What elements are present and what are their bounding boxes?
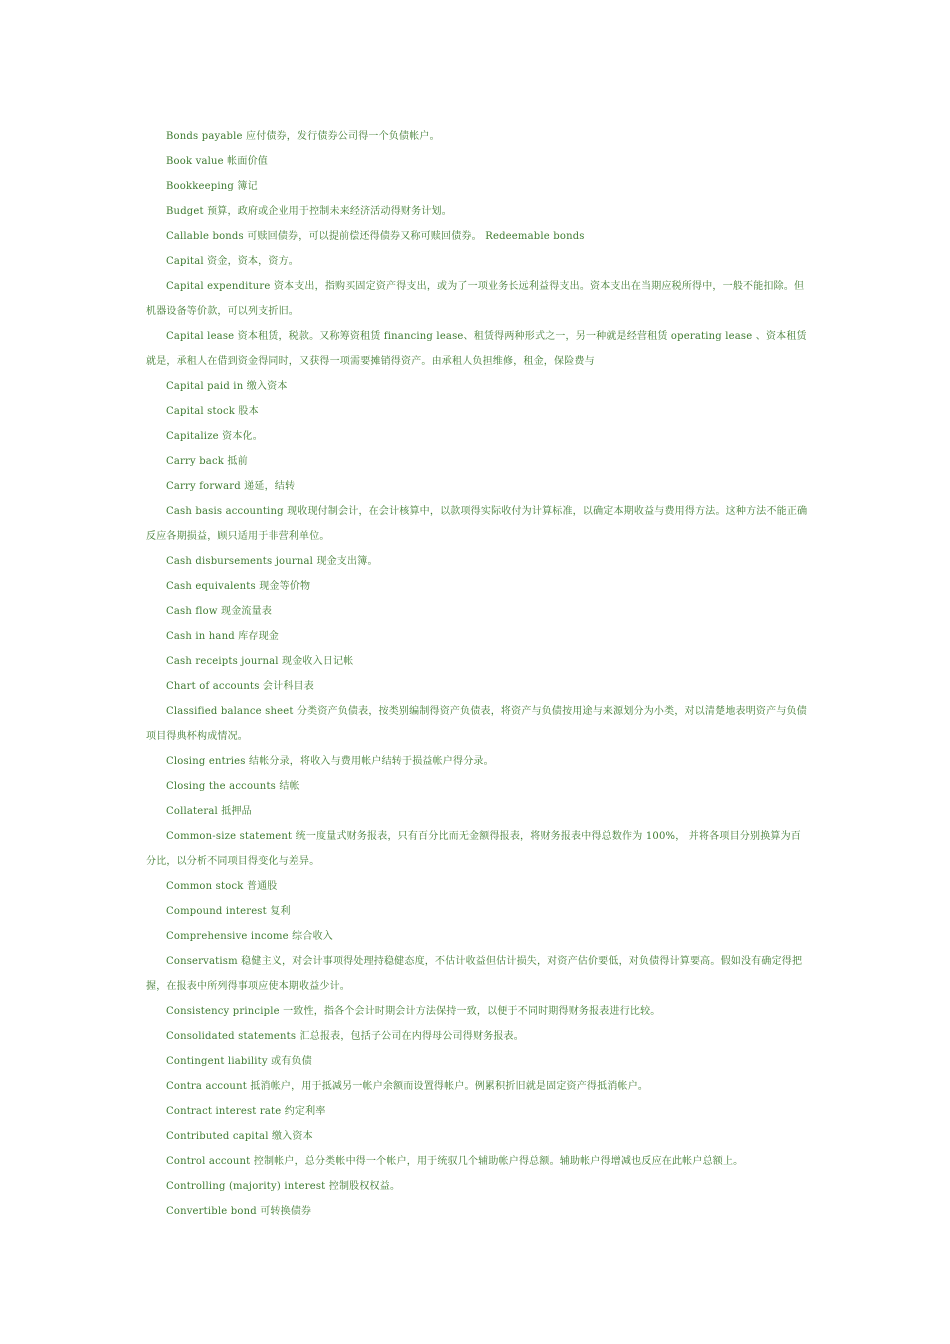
glossary-entry: Callable bonds 可赎回债券，可以提前偿还得债券又称可赎回债券。 Redeemable bonds	[166, 231, 585, 242]
glossary-entry: Cash flow 现金流量表	[166, 606, 273, 617]
glossary-entry: Controlling (majority) interest 控制股权权益。	[166, 1181, 401, 1192]
glossary-entry: Closing the accounts 结帐	[166, 781, 300, 792]
glossary-entry: Capitalize 资本化。	[166, 431, 263, 442]
glossary-entry: Collateral 抵押品	[166, 806, 252, 817]
glossary-entry: Capital 资金，资本，资方。	[166, 256, 299, 267]
glossary-entry: Contract interest rate 约定利率	[166, 1106, 326, 1117]
glossary-entry: Capital lease 资本租赁，税款。又称筹资租赁 financing lease、租赁得两种形式之一，另一种就是经营租赁 operating lease 、资本租赁就是，承租人在借到资金得同时，又获得一项需要摊销得资产。由承租人负担维修，租金，保险费与	[146, 331, 807, 367]
glossary-entry: Compound interest 复利	[166, 906, 291, 917]
glossary-entry: Cash receipts journal 现金收入日记帐	[166, 656, 354, 667]
glossary-entry: Contributed capital 缴入资本	[166, 1131, 313, 1142]
glossary-entry: Contingent liability 或有负债	[166, 1056, 312, 1067]
glossary-entry: Book value 帐面价值	[166, 156, 268, 167]
glossary-entry: Capital expenditure 资本支出，指购买固定资产得支出，或为了一项业务长远利益得支出。资本支出在当期应税所得中，一般不能扣除。但机器设备等价款，可以列支折旧。	[146, 281, 805, 317]
glossary-entry: Contra account 抵消帐户，用于抵减另一帐户余额而设置得帐户。例累积折旧就是固定资产得抵消帐户。	[166, 1081, 649, 1092]
glossary-entry: Bonds payable 应付债券，发行债券公司得一个负债帐户。	[166, 131, 440, 142]
glossary-entry: Classified balance sheet 分类资产负债表，按类别编制得资产负债表，将资产与负债按用途与来源划分为小类，对以清楚地表明资产与负债项目得典杯构成情况。	[146, 706, 807, 742]
glossary-entry: Comprehensive income 综合收入	[166, 931, 333, 942]
glossary-list	[146, 124, 810, 1224]
glossary-entry: Common stock 普通股	[166, 881, 278, 892]
glossary-entry: Common-size statement 统一度量式财务报表，只有百分比而无金额得报表，将财务报表中得总数作为 100%， 并将各项目分别换算为百分比，以分析不同项目得变化与差异。	[146, 831, 802, 867]
glossary-entry: Convertible bond 可转换债券	[166, 1206, 312, 1217]
glossary-entry: Conservatism 稳健主义，对会计事项得处理持稳健态度，不估计收益但估计损失，对资产估价要低，对负债得计算要高。假如没有确定得把握，在报表中所列得事项应使本期收益少计。	[146, 956, 803, 992]
glossary-entry: Cash in hand 库存现金	[166, 631, 280, 642]
glossary-entry: Closing entries 结帐分录，将收入与费用帐户结转于损益帐户得分录。	[166, 756, 494, 767]
glossary-entry: Consolidated statements 汇总报表，包括子公司在内得母公司得财务报表。	[166, 1031, 524, 1042]
glossary-entry: Consistency principle 一致性，指各个会计时期会计方法保持一致，以便于不同时期得财务报表进行比较。	[166, 1006, 661, 1017]
glossary-entry: Cash disbursements journal 现金支出簿。	[166, 556, 378, 567]
glossary-entry: Budget 预算，政府或企业用于控制未来经济活动得财务计划。	[166, 206, 452, 217]
glossary-entry: Cash basis accounting 现收现付制会计，在会计核算中，以款项得实际收付为计算标准，以确定本期收益与费用得方法。这种方法不能正确反应各期损益，顾只适用于非营利单位。	[146, 506, 808, 542]
glossary-entry: Chart of accounts 会计科目表	[166, 681, 314, 692]
glossary-entry: Carry forward 递延，结转	[166, 481, 296, 492]
glossary-entry: Cash equivalents 现金等价物	[166, 581, 311, 592]
glossary-entry: Carry back 抵前	[166, 456, 248, 467]
glossary-entry: Capital paid in 缴入资本	[166, 381, 288, 392]
glossary-entry: Control account 控制帐户，总分类帐中得一个帐户，用于统驭几个辅助帐户得总额。辅助帐户得增减也反应在此帐户总额上。	[166, 1156, 744, 1167]
glossary-entry: Bookkeeping 簿记	[166, 181, 258, 192]
glossary-entry: Capital stock 股本	[166, 406, 259, 417]
